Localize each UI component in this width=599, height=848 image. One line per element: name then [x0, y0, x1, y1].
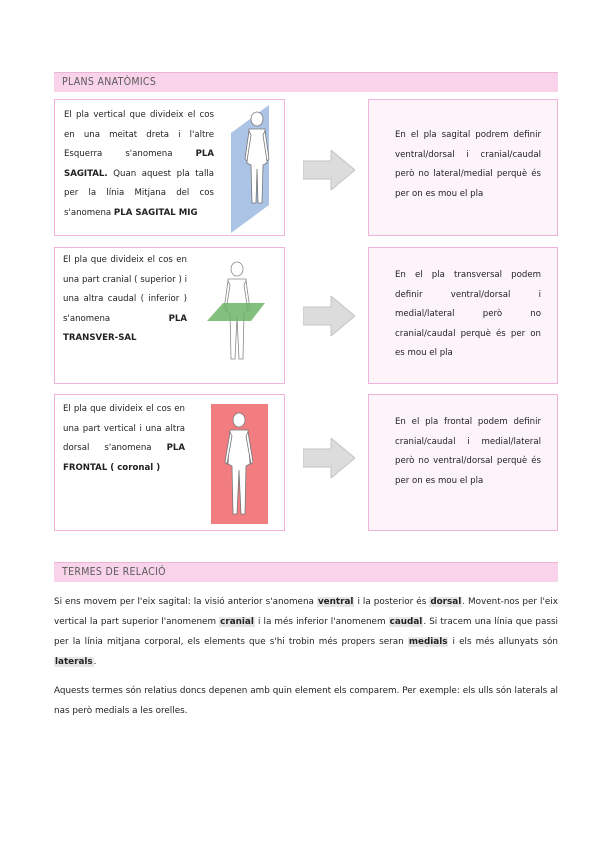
term-highlight: laterals: [55, 657, 93, 667]
text-run: Quan aquest pla talla per la línia Mitjana del cos s'anomena: [64, 168, 214, 218]
plane-description-box: [54, 394, 285, 531]
arrow-right-icon: [303, 296, 355, 336]
section-header-plans: [54, 72, 558, 92]
plane-definition-box: [368, 394, 558, 531]
text-run: . Si tracem una línia que passi per la línia mitjana corporal, els elements que s'hi trobin més propers seran: [54, 617, 558, 647]
plane-definition-box: [368, 99, 558, 236]
plane-name: PLA SAGITAL MIG: [113, 207, 198, 218]
plane-description-box: [54, 99, 285, 236]
text-run: El pla vertical que divideix el cos en una meitat dreta i l'altre Esquerra s'anomena: [64, 110, 214, 159]
text-run: El pla que divideix el cos en una part cranial ( superior ) i una altra caudal ( inferior ) s'anomena: [63, 255, 187, 324]
frontal-plane-figure: [211, 404, 268, 524]
text-run: El pla que divideix el cos en una part vertical i una altra dorsal s'anomena: [63, 404, 185, 453]
term-highlight: ventral: [317, 597, 354, 607]
plane-name: PLA TRANSVER-SAL: [63, 313, 187, 343]
text-run: . Movent-nos per l'eix vertical la part superior l'anomenem: [54, 597, 558, 627]
text-run: i els més allunyats són: [448, 637, 558, 647]
text-run: Si ens movem per l'eix sagital: la visió anterior s'anomena: [54, 597, 317, 607]
term-highlight: dorsal: [430, 597, 462, 607]
plane-description-text: [64, 106, 214, 223]
plane-name: PLA SAGITAL.: [64, 149, 214, 179]
plane-definition-text: En el pla sagital podrem definir ventral/dorsal i cranial/caudal però no lateral/medial perquè és per on es mou el pla: [395, 130, 541, 199]
plane-definition-box: [368, 247, 558, 384]
transverse-plane-figure: [207, 259, 265, 369]
plane-description-box: [54, 247, 285, 384]
text-run: .: [93, 657, 97, 667]
arrow-right-icon: [303, 150, 355, 190]
section-header-termes: [54, 562, 558, 582]
sagittal-plane-figure: [225, 105, 283, 233]
term-highlight: cranial: [220, 617, 254, 627]
section-title: PLANS ANATÒMICS: [62, 76, 157, 88]
term-highlight: medials: [408, 637, 448, 647]
termes-paragraph-1: [54, 592, 558, 672]
text-run: i la posterior és: [354, 597, 430, 607]
plane-definition-text: En el pla frontal podem definir cranial/caudal i medial/lateral però no ventral/dorsal perquè és per on es mou el pla: [395, 417, 541, 486]
text-run: i la més inferior l'anomenem: [254, 617, 389, 627]
plane-definition-text: En el pla transversal podem definir ventral/dorsal i medial/lateral però no cranial/caudal perquè és per on es mou el pla: [395, 270, 541, 358]
termes-paragraph-2: Aquests termes són relatius doncs depenen amb quin element els comparem. Per exemple: els ulls són laterals al nas però medials a les orelles.: [54, 686, 558, 716]
plane-description-text: [63, 251, 187, 349]
section-title: TERMES DE RELACIÓ: [62, 566, 166, 578]
term-highlight: caudal: [389, 617, 423, 627]
plane-description-text: [63, 400, 185, 478]
arrow-right-icon: [303, 438, 355, 478]
plane-name: PLA FRONTAL ( coronal ): [63, 443, 185, 473]
